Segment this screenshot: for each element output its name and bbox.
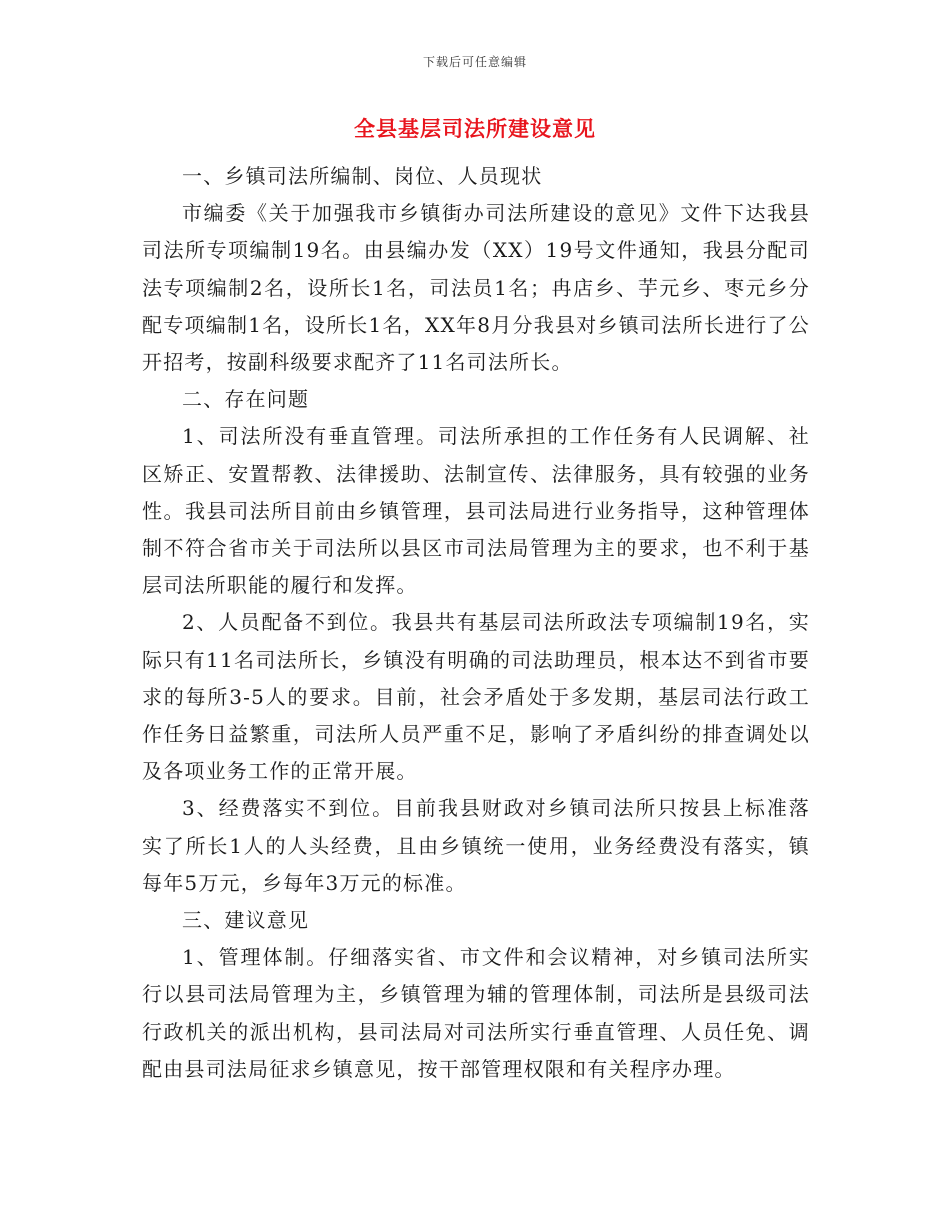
document-title: 全县基层司法所建设意见 bbox=[354, 116, 596, 141]
paragraph: 1、管理体制。仔细落实省、市文件和会议精神，对乡镇司法所实行以县司法局管理为主，乡镇管理为辅的管理体制，司法所是县级司法行政机关的派出机构，县司法局对司法所实行垂直管理、人员任免、调配由县司法局征求乡镇意见，按干部管理权限和有关程序办理。 bbox=[142, 945, 810, 1081]
paragraph: 3、经费落实不到位。目前我县财政对乡镇司法所只按县上标准落实了所长1人的人头经费，且由乡镇统一使用，业务经费没有落实，镇每年5万元，乡每年3万元的标准。 bbox=[142, 796, 810, 895]
paragraph: 2、人员配备不到位。我县共有基层司法所政法专项编制19名，实际只有11名司法所长，乡镇没有明确的司法助理员，根本达不到省市要求的每所3-5人的要求。目前，社会矛盾处于多发期，基层司法行政工作任务日益繁重，司法所人员严重不足，影响了矛盾纠纷的排查调处以及各项业务工作的正常开展。 bbox=[142, 610, 810, 784]
document-body bbox=[142, 158, 810, 1088]
header-note: 下载后可任意编辑 bbox=[422, 55, 527, 69]
section-heading-3: 三、建议意见 bbox=[182, 908, 310, 933]
paragraph: 1、司法所没有垂直管理。司法所承担的工作任务有人民调解、社区矫正、安置帮教、法律援助、法制宣传、法律服务，具有较强的业务性。我县司法所目前由乡镇管理，县司法局进行业务指导，这种管理体制不符合省市关于司法所以县区市司法局管理为主的要求，也不利于基层司法所职能的履行和发挥。 bbox=[142, 424, 810, 598]
section-heading-2: 二、存在问题 bbox=[182, 387, 310, 412]
paragraph: 市编委《关于加强我市乡镇街办司法所建设的意见》文件下达我县司法所专项编制19名。由县编办发（XX）19号文件通知，我县分配司法专项编制2名，设所长1名，司法员1名；冉店乡、芋元乡、枣元乡分配专项编制1名，设所长1名，XX年8月分我县对乡镇司法所长进行了公开招考，按副科级要求配齐了11名司法所长。 bbox=[142, 201, 810, 375]
section-heading-1: 一、乡镇司法所编制、岗位、人员现状 bbox=[182, 164, 543, 188]
